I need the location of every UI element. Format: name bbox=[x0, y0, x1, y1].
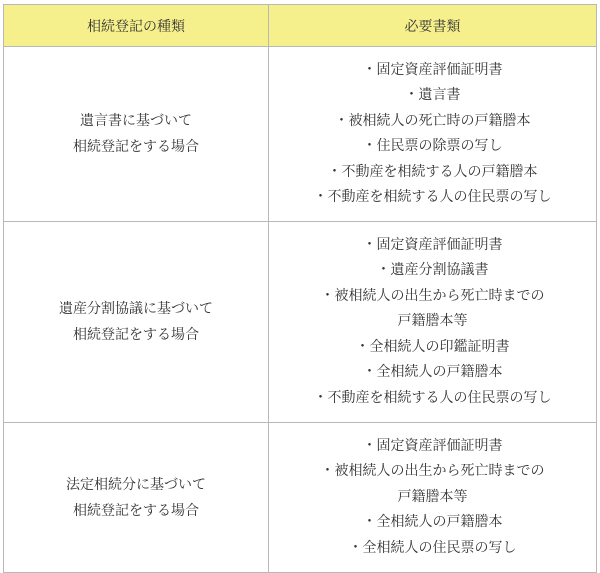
docs-cell bbox=[269, 47, 597, 222]
document-list bbox=[269, 434, 596, 562]
document-item: ・全相続人の戸籍謄本 bbox=[362, 364, 503, 381]
document-item: ・全相続人の住民票の写し bbox=[348, 539, 517, 556]
document-item: 戸籍謄本等 bbox=[397, 313, 468, 330]
document-item: ・全相続人の印鑑証明書 bbox=[355, 338, 510, 355]
document-item: ・遺言書 bbox=[404, 87, 461, 103]
case-cell bbox=[4, 47, 269, 222]
case-label: 遺言書に基づいて bbox=[80, 113, 192, 129]
document-item: ・固定資産評価証明書 bbox=[362, 236, 503, 253]
header-registration-type: 相続登記の種類 bbox=[4, 5, 269, 47]
table-header-row bbox=[4, 5, 597, 47]
document-item: ・不動産を相続する人の戸籍謄本 bbox=[327, 163, 538, 180]
document-item: ・住民票の除票の写し bbox=[362, 138, 503, 154]
document-list bbox=[269, 233, 596, 412]
table-row bbox=[4, 47, 597, 222]
document-item: ・被相続人の出生から死亡時までの bbox=[320, 287, 545, 304]
case-cell bbox=[4, 423, 269, 573]
case-label: 相続登記をする場合 bbox=[73, 327, 199, 343]
document-item: ・固定資産評価証明書 bbox=[362, 61, 503, 78]
document-item: ・被相続人の死亡時の戸籍謄本 bbox=[334, 112, 531, 129]
case-label: 遺産分割協議に基づいて bbox=[59, 301, 213, 317]
case-cell bbox=[4, 222, 269, 423]
document-list bbox=[269, 58, 596, 211]
document-item: 戸籍謄本等 bbox=[397, 488, 468, 505]
document-item: ・遺産分割協議書 bbox=[376, 262, 489, 279]
document-item: ・被相続人の出生から死亡時までの bbox=[320, 463, 545, 480]
docs-cell bbox=[269, 222, 597, 423]
table-row bbox=[4, 222, 597, 423]
document-item: ・不動産を相続する人の住民票の写し bbox=[313, 189, 552, 205]
document-item: ・全相続人の戸籍謄本 bbox=[362, 514, 503, 531]
header-required-documents: 必要書類 bbox=[269, 5, 597, 47]
table-row bbox=[4, 423, 597, 573]
case-label: 相続登記をする場合 bbox=[73, 502, 199, 519]
docs-cell bbox=[269, 423, 597, 573]
case-label: 法定相続分に基づいて bbox=[66, 476, 206, 493]
case-label: 相続登記をする場合 bbox=[73, 139, 199, 155]
required-documents-table bbox=[3, 4, 597, 573]
document-item: ・不動産を相続する人の住民票の写し bbox=[313, 389, 552, 406]
document-item: ・固定資産評価証明書 bbox=[362, 437, 503, 454]
